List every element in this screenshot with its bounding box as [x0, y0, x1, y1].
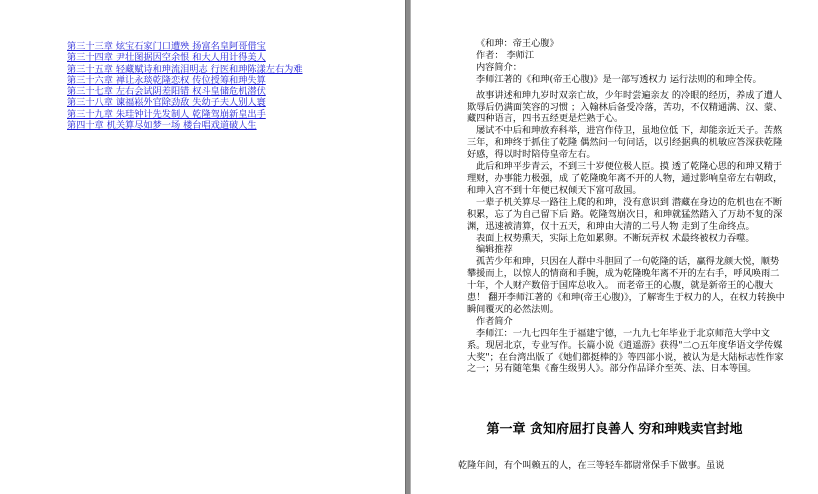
toc-link-ch38[interactable]: 第三十八章 谏福崧外官除劲敌 失幼子夫人别人寰 [67, 97, 266, 109]
author-line: 作者： 李师江 [476, 49, 535, 61]
toc-link-ch37[interactable]: 第三十七章 左右会试阴差阳错 权斗皇储危机潜伏 [67, 86, 266, 98]
left-page [0, 0, 405, 494]
editor-heading: 编辑推荐 [476, 244, 513, 256]
book-intro [458, 38, 788, 375]
author-bio-paragraph: 李师江：一九七四年生于福建宁德，一九九七年毕业于北京师范大学中文系。现居北京，专业写作。长篇小说《逍遥游》获得"二○五年度华语文学传媒大奖"；在台湾出版了《她们都挺棒的》等四部小说，被认为是大陆标志性作家之一；另有随笔集《畜生级男人》。部分作品译介至英、法、日本等国。 [467, 327, 784, 375]
toc-link-ch34[interactable]: 第三十四章 尹壮图据因空余恨 和大人用计得美人 [67, 52, 266, 64]
summary-paragraph: 屡试不中后和珅放弃科举，进宫作侍卫，虽地位低 下，却能亲近天子。苦熬三年，和珅终于抓住了乾隆 偶然问一句问话，以引经据典的机敏应答深获乾隆好感，得以时时陪侍皇帝左右。 [467, 125, 783, 161]
toc-link-ch35[interactable]: 第三十五章 轻藏赋诗和珅流泪明志 行医和珅陈漾左右为难 [67, 63, 303, 75]
toc-link-ch36[interactable]: 第三十六章 禅让永琰乾隆恋权 传位授筹和珅失算 [67, 74, 266, 86]
chapter-first-line: 乾隆年间，有个叫赖五的人，在三等轻车都尉常保手下做事。虽说 [458, 460, 725, 472]
summary-paragraph: 表面上权势熏天，实际上危如累卵。不断玩弄权 术最终被权力吞噬。 [476, 232, 755, 244]
right-page [411, 0, 818, 494]
summary-heading: 内容简介： [476, 61, 522, 73]
author-bio-heading: 作者简介 [476, 315, 513, 327]
book-title-line: 《和珅：帝王心腹》 [476, 38, 559, 49]
toc-link-ch33[interactable]: 第三十三章 炫宝石家门口遭殃 扬富名皇阿哥借宝 [67, 41, 266, 52]
toc-link-ch40[interactable]: 第四十章 机关算尽如梦一场 楼台唱戏道破人生 [67, 120, 257, 132]
chapter-title: 第一章 贪知府屈打良善人 穷和珅贱卖官封地 [486, 422, 743, 437]
summary-paragraph: 故事讲述和珅九岁时双亲亡故，少年时尝遍亲友 的冷眼的经历，养成了遭人欺辱后仍满面笑容的习惯 ；入翰林后备受冷落，苦功，不仅精通满、汉、蒙、藏四种语言，四书五经更是烂熟于心。 [467, 89, 783, 125]
summary-paragraph: 李师江著的《和珅(帝王心腹)》是一部写透权力 运行法则的和珅全传。 [476, 73, 762, 85]
toc-link-ch39[interactable]: 第三十九章 朱珪钟计先发制人 乾隆驾崩新皇出手 [67, 108, 266, 120]
summary-paragraph: 此后和珅平步青云，不到三十岁便位极人臣。摸 透了乾隆心思的和珅又精于理财，办事能力极强，成 了乾隆晚年离不开的人物，通过影响皇帝左右朝政，和珅入宫不到十年便已权倾天下富可敌国。 [467, 161, 783, 196]
editor-paragraph: 孤苦少年和珅，只因在人群中斗胆回了一句乾隆的话，赢得龙颜大悦，顺势攀援而上，以惊人的情商和手腕，成为乾隆晚年离不开的左右手，呼风唤雨二十年，个人财产数倍于国库总收入。 而老帝王的心腹，就是新帝王的心腹大患！ 翻开李师江著的《和珅(帝王心腹)》，了解寄生于权力的人，在权力转换中瞬间覆灭的必然法则。 [467, 256, 785, 315]
summary-paragraph: 一辈子机关算尽一路往上爬的和珅，没有意识到 潜藏在身边的危机也在不断积累，忘了为自己留下后 路。乾隆驾崩次日，和珅就猛然踏入了万劫不复的深 渊，迅速被清算，仅十五天，和珅由大清的二号人物 走到了生命终点。 [467, 196, 783, 232]
table-of-contents [47, 41, 377, 131]
